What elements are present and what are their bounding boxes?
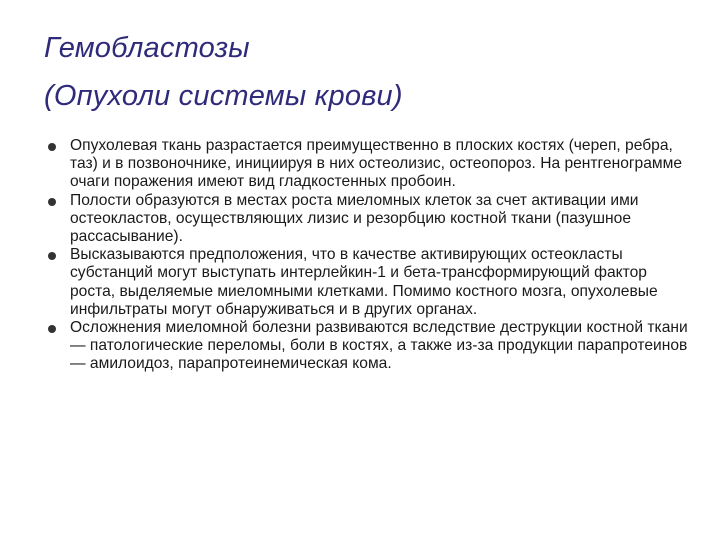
bullet-text: Осложнения миеломной болезни развиваются вследствие деструкции костной ткани — патологические переломы, боли в костях, а также из-за продукции парапротеинов — амилоидоз, парапротеинемическая кома. — [70, 319, 688, 373]
bullet-list — [48, 137, 688, 374]
bullet-dot-icon — [48, 198, 56, 206]
bullet-item — [48, 246, 688, 319]
title-line-2: (Опухоли системы крови) — [44, 80, 403, 112]
bullet-text: Высказываются предположения, что в качестве активирующих остеокласты субстанций могут выступать интерлейкин-1 и бета-трансформирующий фактор роста, выделяемые миеломными клетками. Помимо костного мозга, опухолевые инфильтраты могут обнаруживаться и в других органах. — [70, 246, 658, 318]
bullet-text: Полости образуются в местах роста миеломных клеток за счет активации ими остеокластов, осуществляющих лизис и резорбцию костной ткани (пазушное рассасывание). — [70, 191, 639, 246]
bullet-dot-icon — [48, 325, 56, 333]
bullet-item — [48, 319, 688, 374]
bullet-dot-icon — [48, 143, 56, 151]
bullet-text: Опухолевая ткань разрастается преимущественно в плоских костях (череп, ребра, таз) и в позвоночнике, инициируя в них остеолизис, остеопороз. На рентгенограмме очаги поражения имеют вид гладкостенных пробоин. — [70, 137, 683, 191]
slide-title — [44, 24, 684, 120]
bullet-item — [48, 137, 688, 192]
bullet-item — [48, 192, 688, 247]
bullet-dot-icon — [48, 252, 56, 260]
title-line-1: Гемобластозы — [44, 32, 250, 64]
